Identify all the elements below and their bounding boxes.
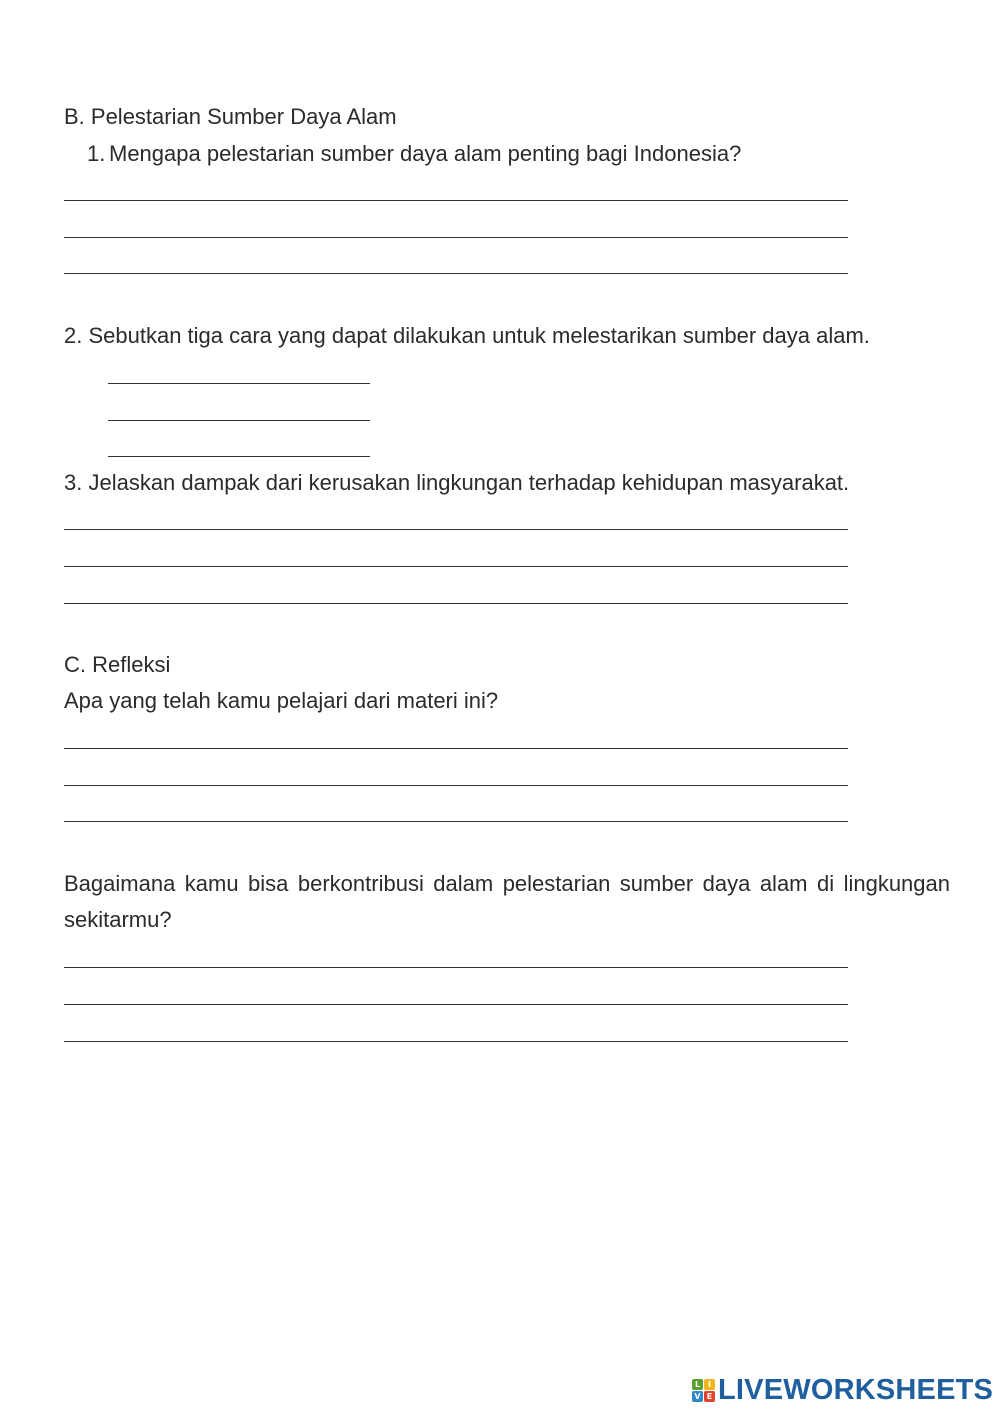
liveworksheets-logo-icon <box>692 1379 715 1402</box>
question-b2: 2. Sebutkan tiga cara yang dapat dilakukan untuk melestarikan sumber daya alam. <box>64 323 870 348</box>
question-b1-number: 1. <box>87 141 106 166</box>
answer-line-b1-2[interactable] <box>64 237 848 238</box>
question-b3: 3. Jelaskan dampak dari kerusakan lingkungan terhadap kehidupan masyarakat. <box>64 470 850 495</box>
answer-line-c2-1[interactable] <box>64 967 848 968</box>
answer-line-b1-3[interactable] <box>64 273 848 274</box>
answer-line-b2-3[interactable] <box>108 456 370 457</box>
answer-line-c2-2[interactable] <box>64 1004 848 1005</box>
question-b1-text: Mengapa pelestarian sumber daya alam penting bagi Indonesia? <box>109 141 742 166</box>
answer-line-c1-2[interactable] <box>64 785 848 786</box>
answer-line-c1-1[interactable] <box>64 748 848 749</box>
logo-cell-i: I <box>704 1379 715 1390</box>
logo-cell-e: E <box>704 1391 715 1402</box>
answer-line-b3-2[interactable] <box>64 566 848 567</box>
section-c-heading: C. Refleksi <box>64 652 171 677</box>
liveworksheets-logo <box>692 1374 993 1406</box>
answer-line-b2-1[interactable] <box>108 383 370 384</box>
question-c1: Apa yang telah kamu pelajari dari materi ini? <box>64 688 499 713</box>
answer-line-b3-3[interactable] <box>64 603 848 604</box>
answer-line-b2-2[interactable] <box>108 420 370 421</box>
logo-cell-l: L <box>692 1379 703 1390</box>
section-b-heading: B. Pelestarian Sumber Daya Alam <box>64 104 397 129</box>
question-c2: Bagaimana kamu bisa berkontribusi dalam pelestarian sumber daya alam di lingkungan sekitarmu? <box>64 871 950 932</box>
question-b1 <box>87 136 741 172</box>
logo-cell-v: V <box>692 1391 703 1402</box>
answer-line-c1-3[interactable] <box>64 821 848 822</box>
answer-line-b1-1[interactable] <box>64 200 848 201</box>
answer-line-c2-3[interactable] <box>64 1041 848 1042</box>
answer-line-b3-1[interactable] <box>64 529 848 530</box>
liveworksheets-logo-text: LIVEWORKSHEETS <box>718 1374 994 1406</box>
